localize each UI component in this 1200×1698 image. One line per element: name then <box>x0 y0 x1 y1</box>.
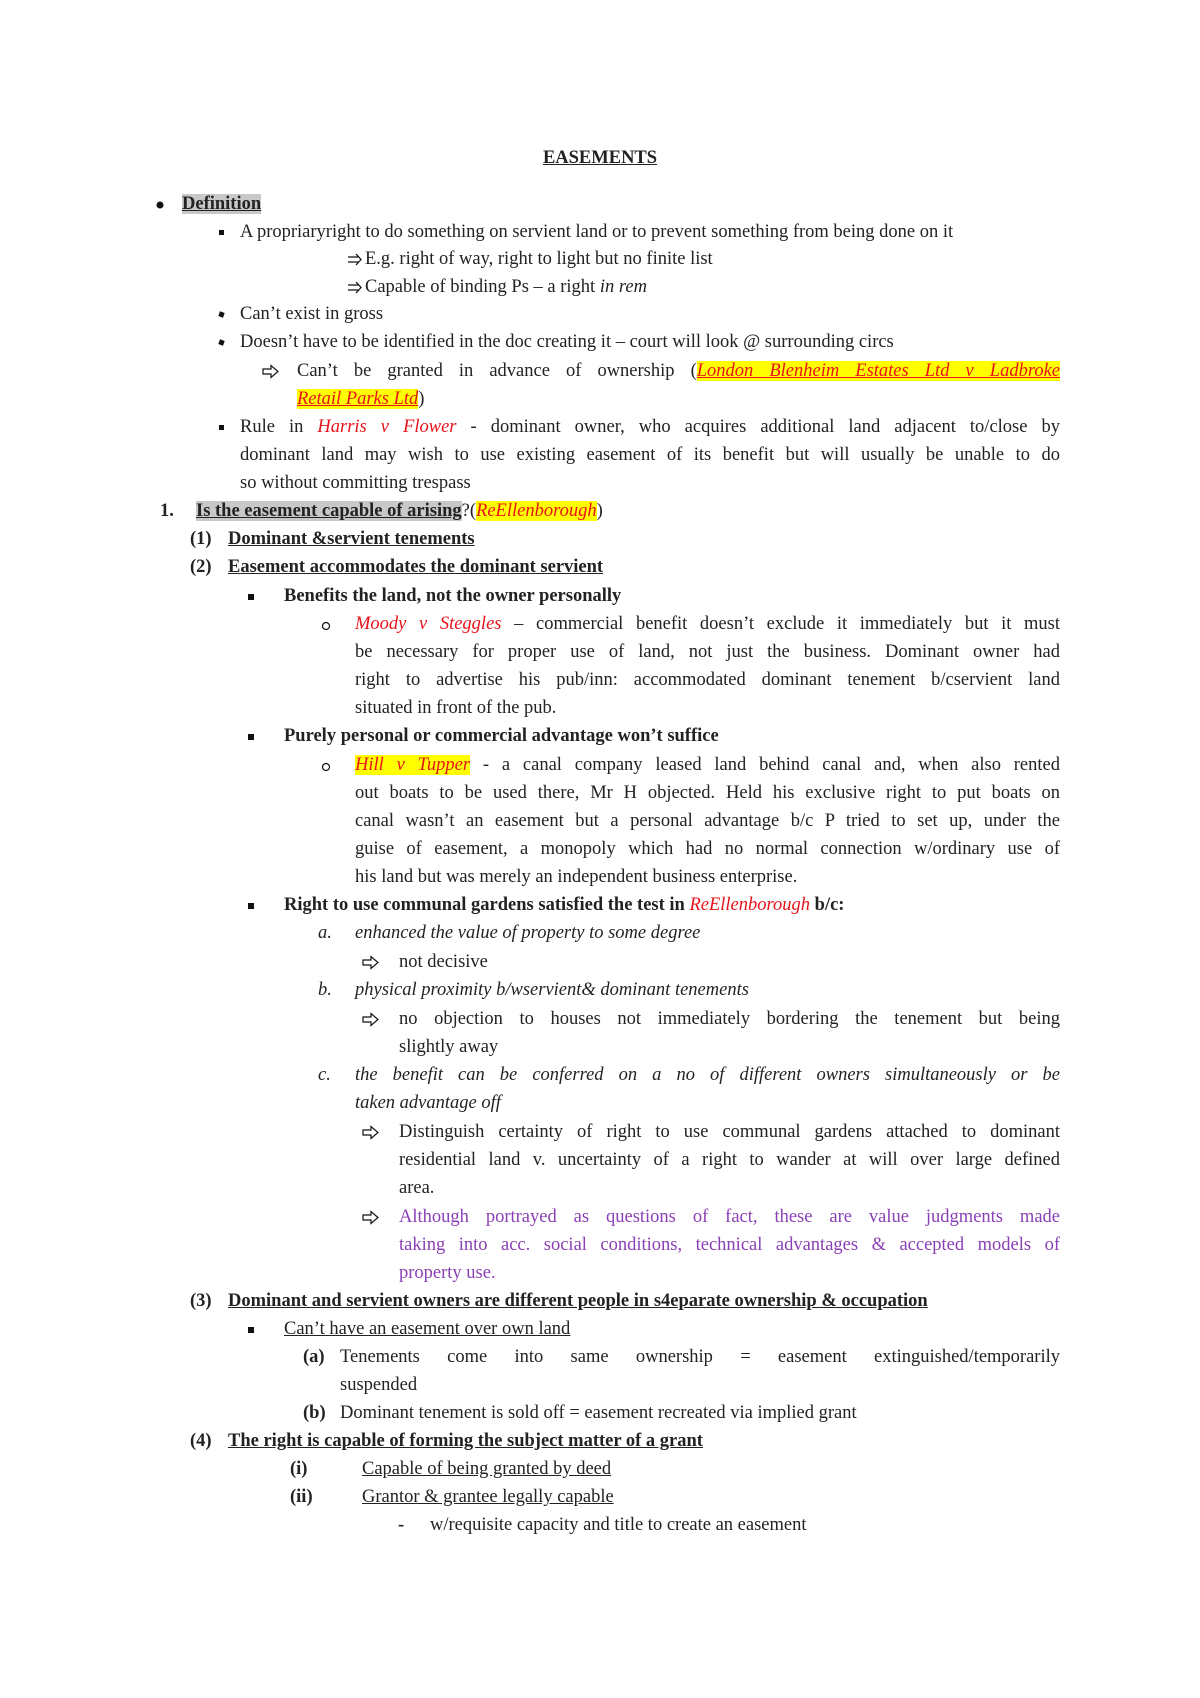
condition-3-a-line-1: Tenements come into same ownership = easement extinguished/temporarily <box>340 1347 1060 1367</box>
square-bullet-icon <box>218 331 226 353</box>
point-b-text: physical proximity b/wservient& dominant tenements <box>355 980 749 1000</box>
definition-line-6-cont: Retail Parks Ltd) <box>297 389 425 409</box>
moody-line-3: right to advertise his pub/inn: accommodated dominant tenement b/cservient land <box>355 670 1060 690</box>
hill-line-4: guise of easement, a monopoly which had no normal connection w/ordinary use of <box>355 839 1060 859</box>
list-label: (i) <box>290 1459 308 1479</box>
point-c-text-2: taken advantage off <box>355 1093 501 1113</box>
bullet-dot-icon <box>156 193 166 215</box>
point-c-text-1: the benefit can be conferred on a no of different owners simultaneously or be <box>355 1065 1060 1085</box>
definition-line-5: Doesn’t have to be identified in the doc creating it – court will look @ surrounding circs <box>240 332 894 352</box>
condition-3-heading: Dominant and servient owners are different people in s4eparate ownership & occupation <box>228 1291 928 1311</box>
hollow-arrow-icon <box>362 1008 380 1030</box>
point-c-sub-1a: Distinguish certainty of right to use communal gardens attached to dominant <box>399 1122 1060 1142</box>
hill-line-5: his land but was merely an independent business enterprise. <box>355 867 798 887</box>
point-c-sub-2a: Although portrayed as questions of fact, these are value judgments made <box>399 1207 1060 1227</box>
square-bullet-icon <box>247 894 255 916</box>
condition-2-bullet-1: Benefits the land, not the owner personally <box>284 586 622 606</box>
condition-number: (1) <box>190 529 212 549</box>
hollow-arrow-icon <box>262 360 280 382</box>
condition-3-a-line-2: suspended <box>340 1375 418 1395</box>
circle-bullet-icon <box>322 754 332 776</box>
dash-bullet: - <box>398 1515 405 1535</box>
point-a-text: enhanced the value of property to some degree <box>355 923 701 943</box>
condition-4-dash-text: w/requisite capacity and title to create an easement <box>430 1515 807 1535</box>
definition-heading: Definition <box>182 194 262 214</box>
moody-line-1: Moody v Steggles – commercial benefit doesn’t exclude it immediately but it must <box>355 614 1060 634</box>
list-label: (a) <box>303 1347 325 1367</box>
definition-line-9: so without committing trespass <box>240 473 471 493</box>
condition-3-b-line: Dominant tenement is sold off = easement recreated via implied grant <box>340 1403 857 1423</box>
hollow-arrow-icon <box>362 951 380 973</box>
definition-line-4: Can’t exist in gross <box>240 304 384 324</box>
condition-number: (2) <box>190 557 212 577</box>
condition-4-heading: The right is capable of forming the subject matter of a grant <box>228 1431 703 1451</box>
page-title: EASEMENTS <box>542 148 658 168</box>
point-c-sub-2c: property use. <box>399 1263 496 1283</box>
moody-line-4: situated in front of the pub. <box>355 698 557 718</box>
definition-line-2: E.g. right of way, right to light but no finite list <box>365 249 713 269</box>
condition-2-heading: Easement accommodates the dominant servient <box>228 557 604 577</box>
condition-number: (3) <box>190 1291 212 1311</box>
condition-3-bullet-1: Can’t have an easement over own land <box>284 1319 571 1339</box>
point-a-sub: not decisive <box>399 952 488 972</box>
point-c-sub-1c: area. <box>399 1178 435 1198</box>
condition-number: (4) <box>190 1431 212 1451</box>
square-bullet-icon <box>247 1318 255 1340</box>
definition-line-7: Rule in Harris v Flower - dominant owner, who acquires additional land adjacent to/close by <box>240 417 1060 437</box>
list-label: c. <box>318 1065 331 1085</box>
condition-1-heading: Dominant &servient tenements <box>228 529 475 549</box>
condition-2-bullet-2: Purely personal or commercial advantage won’t suffice <box>284 726 719 746</box>
definition-line-3: Capable of binding Ps – a right in rem <box>365 277 647 297</box>
definition-line-1: A propriaryright to do something on servient land or to prevent something from being done on it <box>240 222 954 242</box>
square-bullet-icon <box>247 725 255 747</box>
hill-line-2: out boats to be used there, Mr H objected. Held his exclusive right to put boats on <box>355 783 1060 803</box>
square-bullet-icon <box>247 585 255 607</box>
square-bullet-icon <box>218 303 226 325</box>
condition-4-i-text: Capable of being granted by deed <box>362 1459 612 1479</box>
condition-2-bullet-3: Right to use communal gardens satisfied the test in ReEllenborough b/c: <box>284 895 845 915</box>
point-b-sub-2: slightly away <box>399 1037 499 1057</box>
moody-line-2: be necessary for proper use of land, not just the business. Dominant owner had <box>355 642 1060 662</box>
point-c-sub-2b: taking into acc. social conditions, technical advantages & accepted models of <box>399 1235 1060 1255</box>
section-1-heading: Is the easement capable of arising?(ReEllenborough) <box>196 501 603 521</box>
circle-bullet-icon <box>322 613 332 635</box>
list-label: (b) <box>303 1403 326 1423</box>
list-label: b. <box>318 980 332 1000</box>
hollow-arrow-icon <box>362 1206 380 1228</box>
hill-line-3: canal wasn’t an easement but a personal advantage b/c P tried to set up, under the <box>355 811 1060 831</box>
section-number: 1. <box>160 501 174 521</box>
list-label: a. <box>318 923 332 943</box>
condition-4-ii-text: Grantor & grantee legally capable <box>362 1487 614 1507</box>
list-label: (ii) <box>290 1487 313 1507</box>
definition-line-6: Can’t be granted in advance of ownership (London Blenheim Estates Ltd v Ladbroke <box>297 361 1060 381</box>
hollow-arrow-icon <box>362 1121 380 1143</box>
definition-line-8: dominant land may wish to use existing easement of its benefit but will usually be unable to do <box>240 445 1060 465</box>
hill-line-1: Hill v Tupper - a canal company leased land behind canal and, when also rented <box>355 755 1060 775</box>
square-bullet-icon <box>218 416 226 438</box>
double-arrow-icon <box>347 248 363 270</box>
point-c-sub-1b: residential land v. uncertainty of a right to wander at will over large defined <box>399 1150 1060 1170</box>
point-b-sub-1: no objection to houses not immediately bordering the tenement but being <box>399 1009 1060 1029</box>
square-bullet-icon <box>218 221 226 243</box>
double-arrow-icon <box>347 276 363 298</box>
